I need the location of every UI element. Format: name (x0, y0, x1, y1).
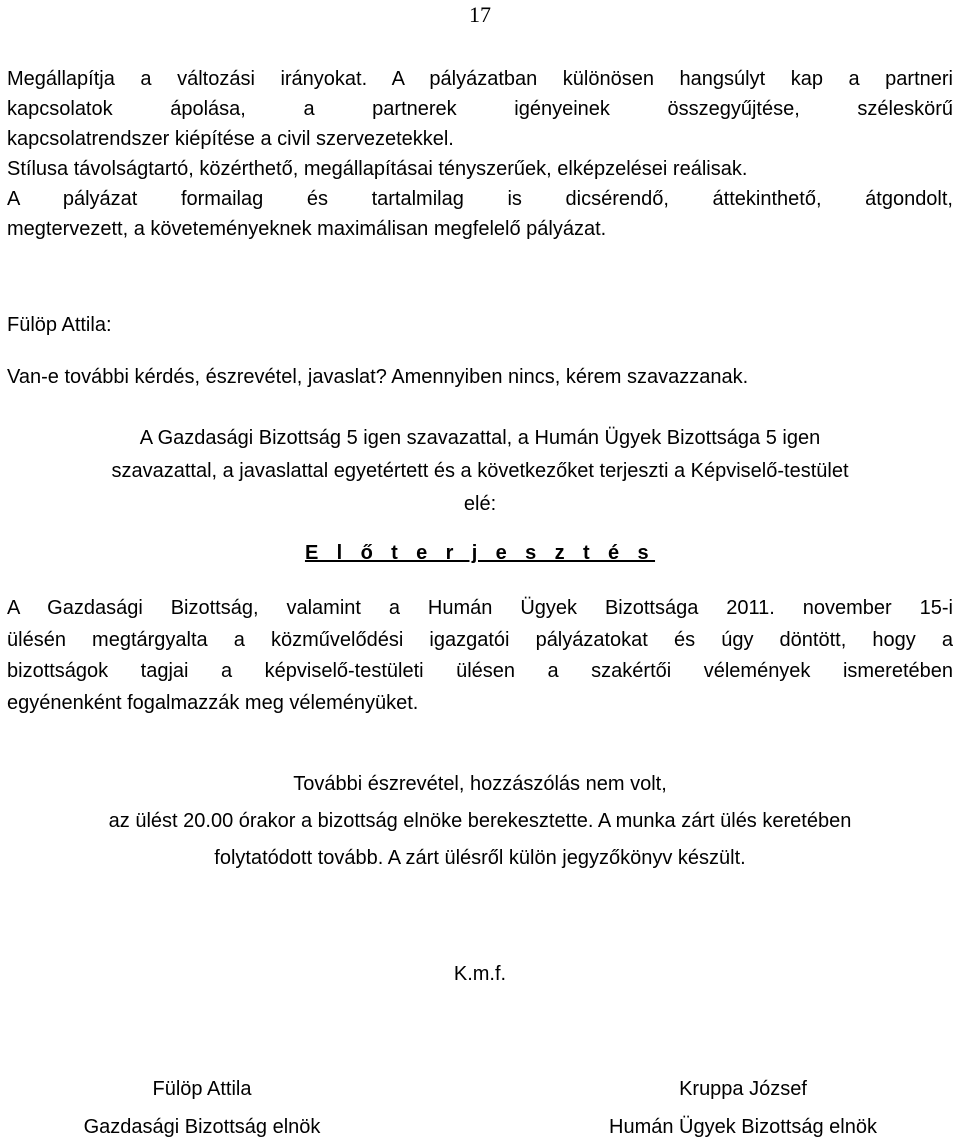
closing-statement (0, 766, 960, 877)
question-text: Van-e további kérdés, észrevétel, javaslat? Amennyiben nincs, kérem szavazzanak. (7, 366, 749, 388)
paragraph-line: egyénenként fogalmazzák meg véleményüket. (7, 691, 419, 714)
paragraph-line: Megállapítja a változási irányokat. A pályázatban különösen hangsúlyt kap a partneri (7, 68, 953, 90)
signer-name: Fülöp Attila (152, 1078, 252, 1100)
vote-line: szavazattal, a javaslattal egyetértett és a következőket terjeszti a Képviselő-testület (111, 460, 849, 482)
vote-result (0, 422, 960, 521)
signer-title: Gazdasági Bizottság elnök (83, 1116, 321, 1138)
paragraph-line: kapcsolatrendszer kiépítése a civil szervezetekkel. (7, 128, 454, 150)
proposal-paragraph (7, 593, 953, 719)
speaker-name: Fülöp Attila: (7, 314, 112, 336)
signature-right (568, 1070, 918, 1146)
vote-line: A Gazdasági Bizottság 5 igen szavazattal, a Humán Ügyek Bizottsága 5 igen (139, 427, 821, 449)
closing-line: folytatódott tovább. A zárt ülésről külön jegyzőkönyv készült. (214, 847, 746, 869)
signer-title: Humán Ügyek Bizottság elnök (609, 1116, 877, 1138)
signer-name: Kruppa József (679, 1078, 807, 1100)
paragraph-line: megtervezett, a követeményeknek maximálisan megfelelő pályázat. (7, 218, 607, 240)
kmf-mark: K.m.f. (453, 963, 507, 985)
paragraph-line: Stílusa távolságtartó, közérthető, megállapításai tényszerűek, elképzelései reálisak. (7, 158, 748, 180)
paragraph-line: ülésén megtárgyalta a közművelődési igazgatói pályázatokat és úgy döntött, hogy a (7, 628, 953, 651)
signature-left (52, 1070, 352, 1146)
section-heading (0, 537, 960, 569)
heading-text: E l ő t e r j e s z t é s (304, 542, 656, 564)
page-number: 17 (469, 2, 491, 27)
closing-line: További észrevétel, hozzászólás nem volt, (293, 773, 667, 795)
paragraph-line: kapcsolatok ápolása, a partnerek igényeinek összegyűjtése, széleskörű (7, 98, 953, 120)
paragraph-line: A pályázat formailag és tartalmilag is dicsérendő, áttekinthető, átgondolt, (7, 188, 953, 210)
paragraph-line: A Gazdasági Bizottság, valamint a Humán Ügyek Bizottsága 2011. november 15-i (7, 597, 953, 619)
closing-line: az ülést 20.00 órakor a bizottság elnöke berekesztette. A munka zárt ülés keretében (108, 810, 852, 832)
evaluation-paragraph (7, 64, 953, 244)
vote-line: elé: (463, 493, 497, 515)
paragraph-line: bizottságok tagjai a képviselő-testületi ülésen a szakértői vélemények ismeretében (7, 660, 953, 682)
